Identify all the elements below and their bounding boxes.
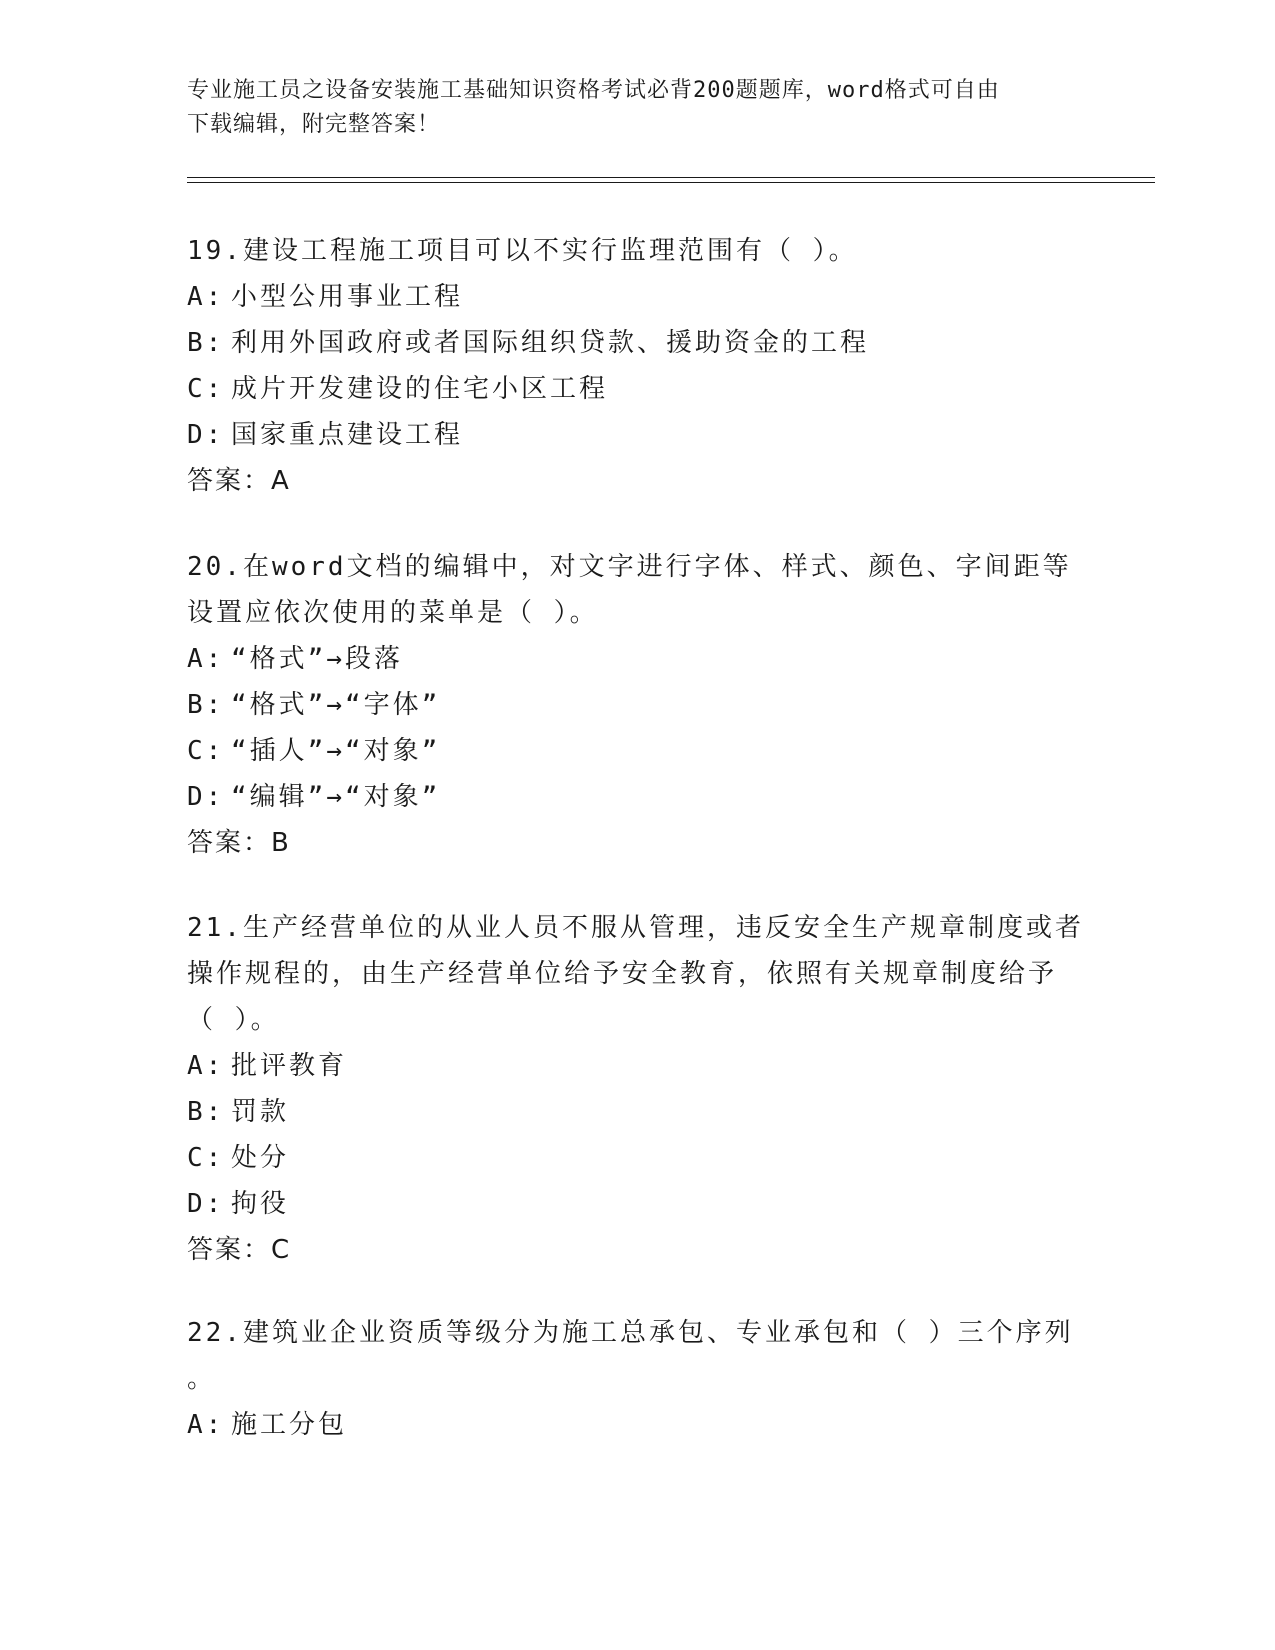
answer-line: 答案：B — [187, 828, 291, 858]
question-text-line-1: 21.生产经营单位的从业人员不服从管理，违反安全生产规章制度或者 — [187, 913, 1084, 943]
option-c — [187, 1135, 1087, 1181]
option-text: “格式”→段落 — [231, 644, 403, 674]
question-text: 19.建设工程施工项目可以不实行监理范围有（ ）。 — [187, 236, 858, 266]
option-letter: D: — [187, 420, 225, 450]
question-text-line-2: 。 — [187, 1364, 217, 1394]
option-d — [187, 774, 1087, 820]
question-text-line-1: 22.建筑业企业资质等级分为施工总承包、专业承包和（ ）三个序列 — [187, 1318, 1074, 1348]
option-letter: A: — [187, 282, 225, 312]
option-letter: C: — [187, 736, 225, 766]
question-text-line-3: （ ）。 — [187, 1005, 280, 1035]
option-letter: D: — [187, 782, 225, 812]
option-letter: C: — [187, 1143, 225, 1173]
question-20 — [187, 544, 1087, 866]
option-b — [187, 682, 1087, 728]
option-text: 罚款 — [231, 1097, 290, 1127]
header-line-1: 专业施工员之设备安装施工基础知识资格考试必背200题题库，word格式可自由 — [187, 78, 1000, 103]
option-letter: B: — [187, 328, 225, 358]
option-text: “格式”→“字体” — [231, 690, 441, 720]
option-letter: D: — [187, 1189, 225, 1219]
option-letter: B: — [187, 1097, 225, 1127]
option-text: 施工分包 — [231, 1410, 348, 1440]
option-letter: A: — [187, 644, 225, 674]
option-text: 批评教育 — [231, 1051, 348, 1081]
option-letter: A: — [187, 1051, 225, 1081]
option-letter: C: — [187, 374, 225, 404]
header-divider-top — [187, 177, 1155, 178]
question-19 — [187, 228, 1087, 504]
option-text: 利用外国政府或者国际组织贷款、援助资金的工程 — [231, 328, 870, 358]
option-b — [187, 320, 1087, 366]
document-header — [187, 74, 1067, 142]
option-text: 国家重点建设工程 — [231, 420, 464, 450]
option-d — [187, 1181, 1087, 1227]
header-divider-bottom — [187, 182, 1155, 183]
option-d — [187, 412, 1087, 458]
option-c — [187, 728, 1087, 774]
question-22 — [187, 1310, 1087, 1448]
option-text: “编辑”→“对象” — [231, 782, 441, 812]
question-text-line-1: 20.在word文档的编辑中，对文字进行字体、样式、颜色、字间距等 — [187, 552, 1072, 582]
option-a — [187, 274, 1087, 320]
option-c — [187, 366, 1087, 412]
question-text-line-2: 设置应依次使用的菜单是（ ）。 — [187, 598, 599, 628]
answer-line: 答案：C — [187, 1235, 292, 1265]
option-text: 小型公用事业工程 — [231, 282, 464, 312]
option-text: 处分 — [231, 1143, 290, 1173]
option-b — [187, 1089, 1087, 1135]
option-letter: B: — [187, 690, 225, 720]
option-a — [187, 636, 1087, 682]
option-text: 拘役 — [231, 1189, 290, 1219]
question-text-line-2: 操作规程的，由生产经营单位给予安全教育，依照有关规章制度给予 — [187, 959, 1058, 989]
option-text: 成片开发建设的住宅小区工程 — [231, 374, 609, 404]
question-21 — [187, 905, 1087, 1273]
option-a — [187, 1043, 1087, 1089]
header-line-2: 下载编辑，附完整答案！ — [187, 112, 441, 137]
answer-line: 答案：A — [187, 466, 291, 496]
option-text: “插人”→“对象” — [231, 736, 441, 766]
option-letter: A: — [187, 1410, 225, 1440]
option-a — [187, 1402, 1087, 1448]
